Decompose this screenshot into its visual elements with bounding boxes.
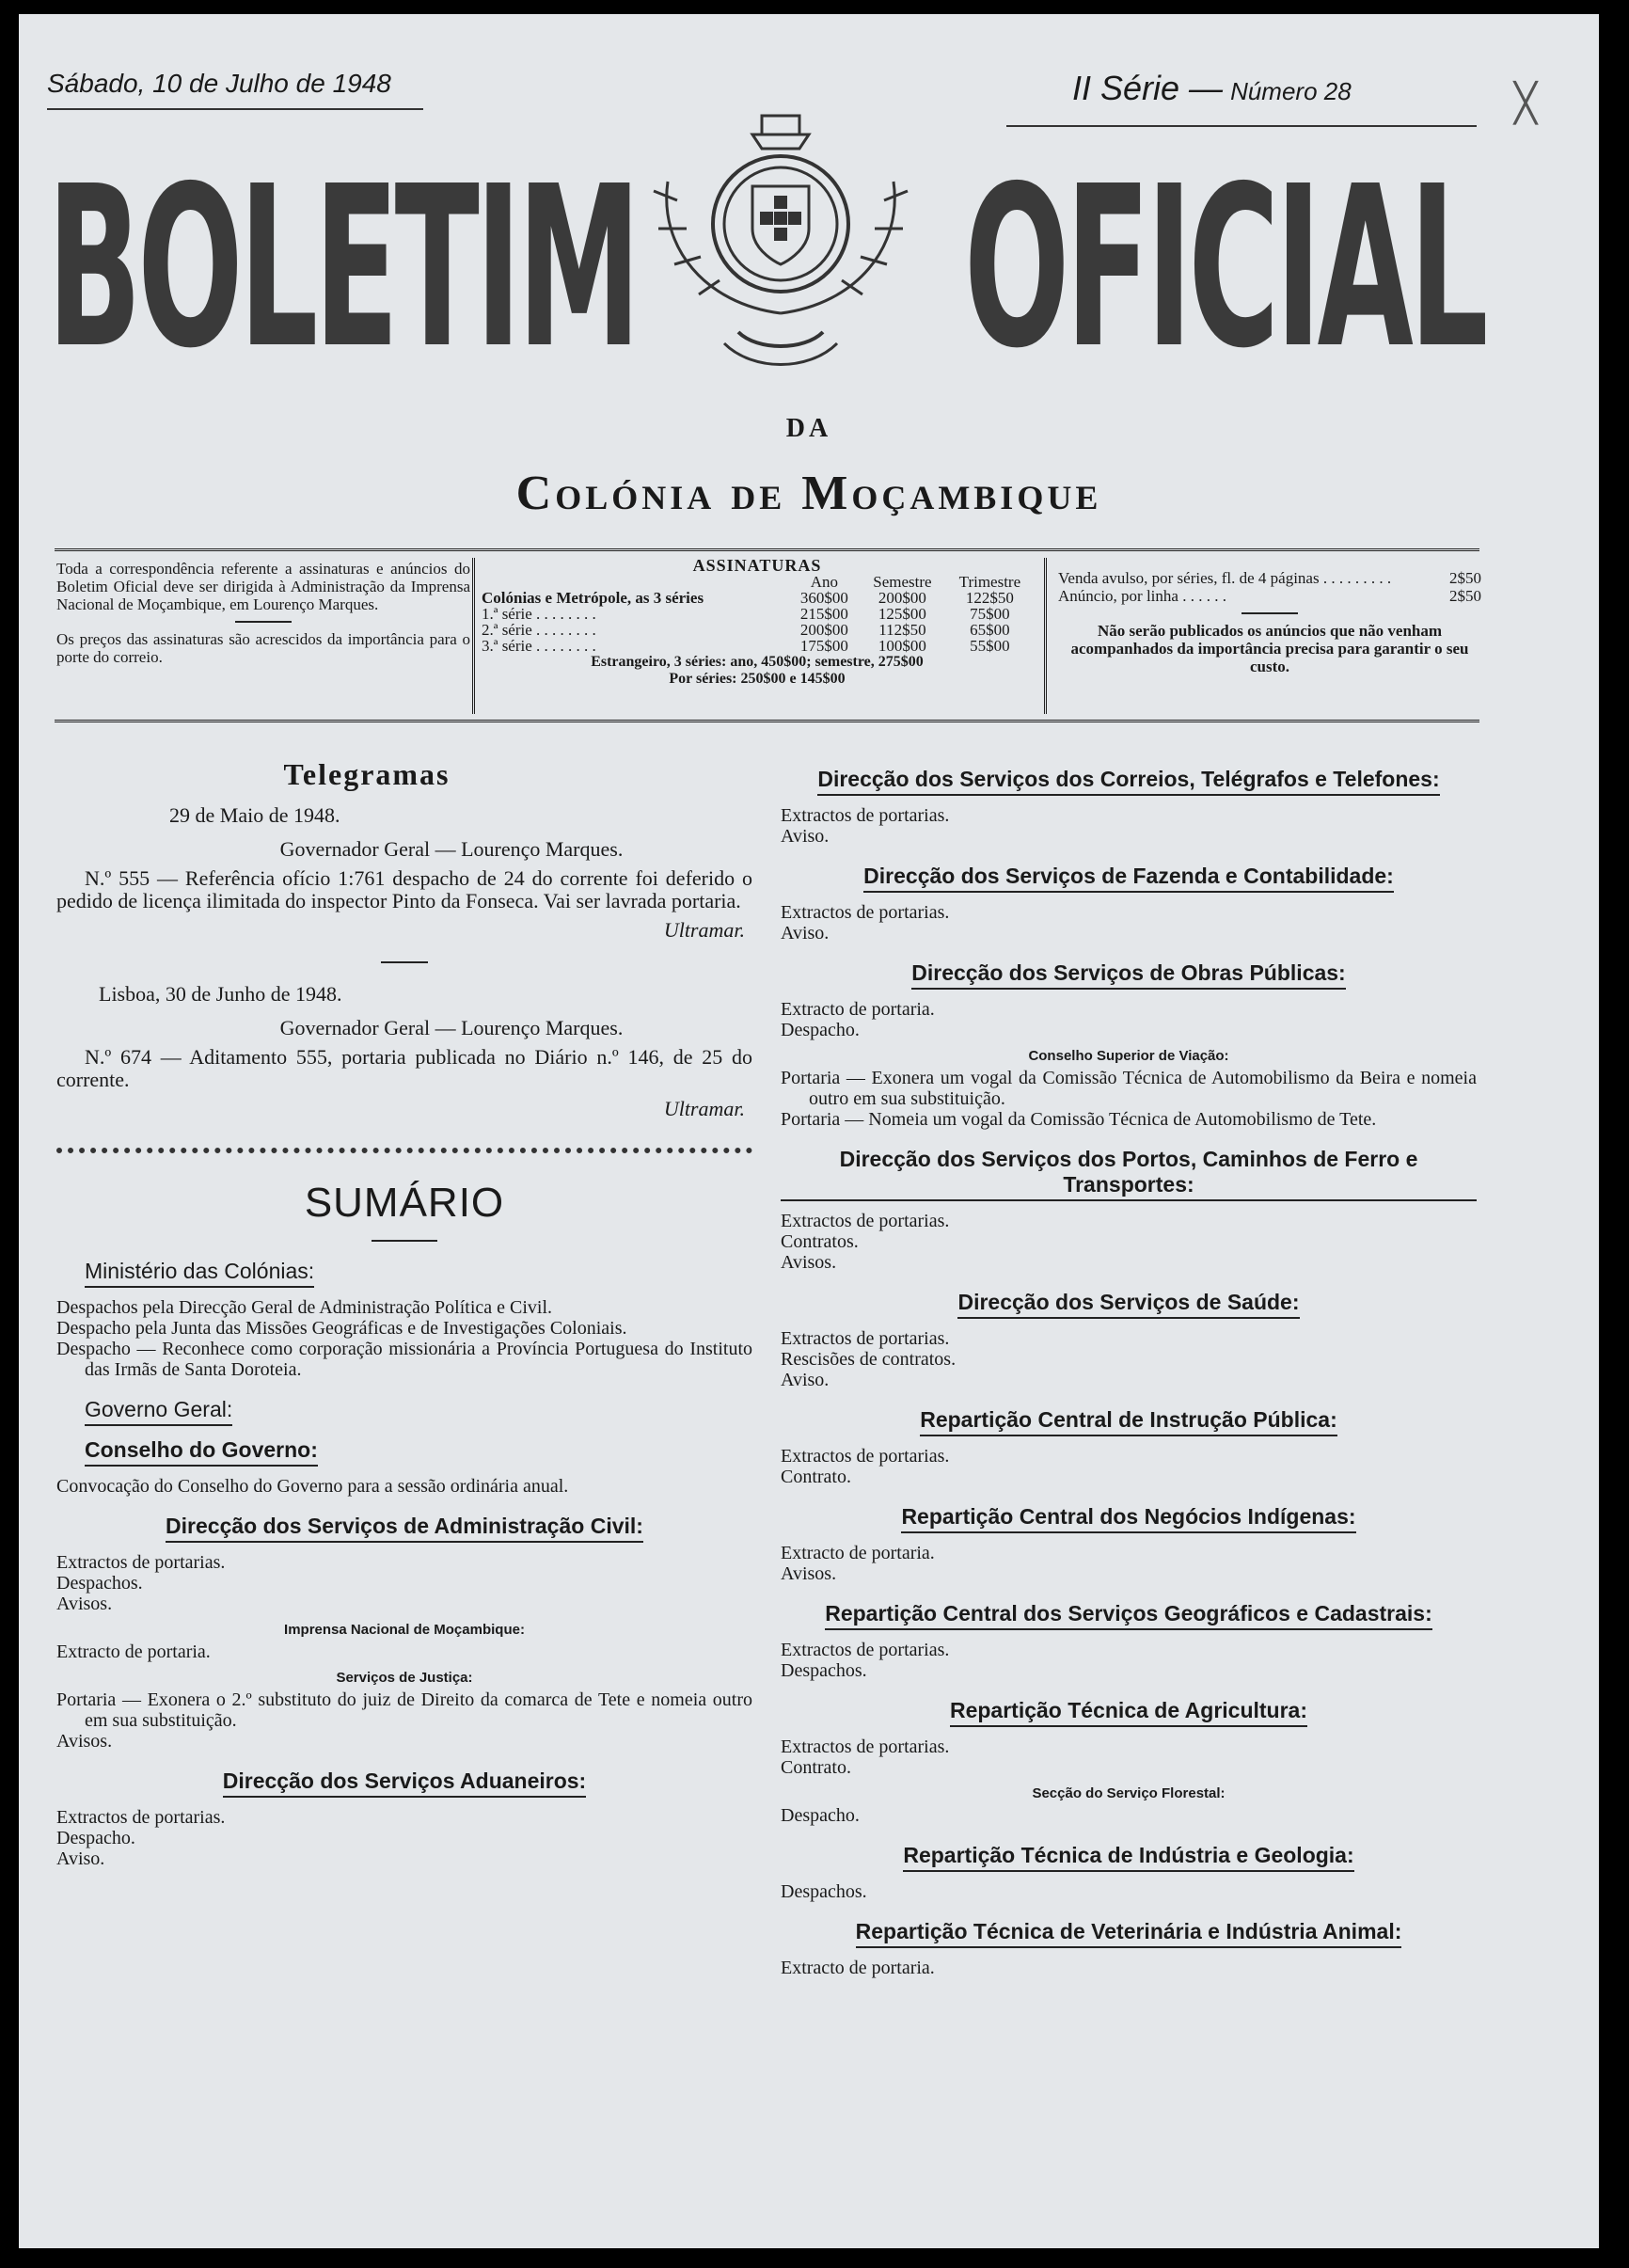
section-heading: Repartição Técnica de Agricultura: (950, 1698, 1307, 1727)
issue-series (1072, 69, 1352, 108)
telegram-recipient: Governador Geral — Lourenço Marques. (279, 1016, 624, 1039)
header-rule-left (47, 108, 423, 110)
table-header-cell: Trimestre (958, 573, 1021, 591)
table-header-cell: Semestre (873, 573, 932, 591)
section-heading: Direcção dos Serviços de Obras Públicas: (911, 960, 1345, 990)
table-cell: 3.ª série . . . . . . . . (482, 637, 596, 655)
telegram (56, 982, 752, 1121)
list-item: Contrato. (781, 1467, 851, 1487)
telegram-text: N.º 674 — Aditamento 555, portaria publicada no Diário n.º 146, de 25 do corrente. (56, 1045, 752, 1091)
list-item: Extractos de portarias. (781, 902, 950, 923)
subsection-heading: Secção do Serviço Florestal: (1032, 1785, 1226, 1801)
telegram-signature: Ultramar. (663, 918, 745, 942)
summary-title: SUMÁRIO (304, 1180, 505, 1226)
list-item: Contrato. (781, 1757, 851, 1778)
entry-list (56, 1807, 752, 1869)
entry-list (781, 1881, 1477, 1902)
list-item: Extracto de portaria. (781, 1958, 935, 1978)
section-heading: Direcção dos Serviços dos Portos, Caminhos de Ferro e Transportes: (781, 1147, 1477, 1201)
list-item: Extractos de portarias. (56, 1552, 226, 1573)
section-heading: Direcção dos Serviços Aduaneiros: (223, 1768, 586, 1798)
section-heading: Repartição Central de Instrução Pública: (920, 1407, 1337, 1436)
sales-info (1058, 569, 1481, 675)
list-item: Despacho. (781, 1020, 860, 1040)
table-cell: 2.ª série . . . . . . . . (482, 621, 596, 639)
ad-price: 2$50 (1449, 587, 1481, 605)
table-cell: 360$00 (799, 589, 848, 607)
single-sale-price: 2$50 (1449, 569, 1481, 587)
entry-list (56, 1552, 752, 1614)
issue-date: Sábado, 10 de Julho de 1948 (47, 69, 391, 98)
entry-list (781, 1543, 1477, 1584)
table-header-cell: Ano (810, 573, 838, 591)
subscription-prices (480, 574, 1035, 654)
serie-label: II Série — (1072, 69, 1224, 107)
table-row (480, 590, 1035, 606)
foreign-prices: Estrangeiro, 3 séries: ano, 450$00; semestre, 275$00 (591, 654, 924, 670)
telegrams-title: Telegramas (283, 757, 451, 791)
single-sale-row (1058, 569, 1481, 587)
table-cell: 75$00 (970, 605, 1010, 623)
list-item: Aviso. (781, 923, 830, 944)
single-sale-label: Venda avulso, por séries, fl. de 4 páginas . . . . . . . . . (1058, 569, 1392, 587)
list-item: Avisos. (56, 1731, 113, 1752)
table-cell: 215$00 (799, 605, 848, 623)
subscriptions-title: ASSINATURAS (692, 556, 822, 575)
section-heading: Governo Geral: (85, 1397, 232, 1426)
telegram-signature: Ultramar. (663, 1097, 745, 1120)
list-item: Portaria — Nomeia um vogal da Comissão Técnica de Automobilismo de Tete. (781, 1109, 1377, 1130)
table-row (480, 606, 1035, 622)
list-item: Despachos. (781, 1881, 867, 1902)
list-item: Extractos de portarias. (56, 1807, 226, 1828)
masthead-colonia: Colónia de Moçambique (515, 467, 1102, 520)
subsection-heading: Imprensa Nacional de Moçambique: (284, 1622, 525, 1638)
header-rule-right (1006, 125, 1477, 127)
list-item: Avisos. (56, 1594, 113, 1614)
table-cell: 200$00 (878, 589, 926, 607)
divider (381, 961, 428, 963)
info-box-divider (1044, 558, 1047, 714)
section-heading: Repartição Técnica de Veterinária e Indústria Animal: (856, 1919, 1402, 1948)
list-item: Despachos pela Direcção Geral de Administração Política e Civil. (56, 1297, 553, 1318)
list-item: Despachos. (781, 1660, 867, 1681)
section-heading: Direcção dos Serviços de Saúde: (957, 1290, 1299, 1319)
coat-of-arms-icon (621, 97, 941, 389)
postage-note: Os preços das assinaturas são acrescidos da importância para o porte do correio. (56, 630, 470, 666)
telegram-date: 29 de Maio de 1948. (169, 803, 340, 827)
table-header-cell (480, 574, 789, 590)
entry-list (781, 1328, 1477, 1390)
entry-list (781, 1211, 1477, 1273)
section-heading: Repartição Central dos Serviços Geográficos e Cadastrais: (825, 1601, 1432, 1630)
table-cell: 1.ª série . . . . . . . . (482, 605, 596, 623)
info-box-bottom-rule (55, 720, 1479, 722)
ad-price-row (1058, 587, 1481, 605)
table-cell: 65$00 (970, 621, 1010, 639)
entry-list (781, 1446, 1477, 1487)
per-series-prices: Por séries: 250$00 e 145$00 (669, 671, 846, 687)
issue-number: Número 28 (1230, 77, 1352, 105)
entry-list (781, 999, 1477, 1040)
masthead-right: OFICIAL (964, 138, 1485, 397)
divider (235, 621, 292, 623)
list-item: Aviso. (781, 1370, 830, 1390)
section-heading: Direcção dos Serviços de Fazenda e Contabilidade: (863, 864, 1394, 893)
table-cell: 200$00 (799, 621, 848, 639)
list-item: Extractos de portarias. (781, 1211, 950, 1231)
section-heading: Direcção dos Serviços dos Correios, Telégrafos e Telefones: (817, 767, 1439, 796)
entry-list (781, 902, 1477, 944)
newspaper-page (19, 14, 1599, 2248)
table-cell: 112$50 (878, 621, 926, 639)
table-cell: 122$50 (965, 589, 1014, 607)
list-item: Extracto de portaria. (781, 999, 935, 1020)
table-cell: 55$00 (970, 637, 1010, 655)
list-item: Avisos. (781, 1252, 837, 1273)
cross-mark-icon: ╳ (1514, 82, 1538, 125)
entry-list (56, 1297, 752, 1380)
table-header (480, 574, 1035, 590)
list-item: Despachos. (56, 1573, 143, 1594)
list-item: Rescisões de contratos. (781, 1349, 957, 1370)
telegram-date: Lisboa, 30 de Junho de 1948. (99, 982, 342, 1006)
info-box-top-rule (55, 548, 1479, 551)
correspondence-text: Toda a correspondência referente a assinaturas e anúncios do Boletim Oficial deve ser dirigida à Administração da Imprensa Nacional de Moçambique, em Lourenço Marques. (56, 560, 470, 613)
left-column (56, 757, 752, 1869)
list-item: Aviso. (781, 826, 830, 847)
dotted-separator (56, 1148, 752, 1153)
table-cell: 175$00 (799, 637, 848, 655)
telegram-recipient: Governador Geral — Lourenço Marques. (279, 837, 624, 861)
list-item: Convocação do Conselho do Governo para a sessão ordinária anual. (56, 1476, 569, 1497)
list-item: Avisos. (781, 1563, 837, 1584)
list-item: Extractos de portarias. (781, 1737, 950, 1757)
section-heading: Repartição Central dos Negócios Indígenas: (901, 1504, 1355, 1533)
right-column (781, 767, 1477, 1978)
masthead-left: BOLETIM (47, 138, 638, 397)
ads-note: Não serão publicados os anúncios que não venham acompanhados da importância precisa para garantir o seu custo. (1070, 622, 1469, 675)
telegram-text: N.º 555 — Referência ofício 1:761 despacho de 24 do corrente foi deferido o pedido de licença ilimitada do inspector Pinto da Fonseca. Vai ser lavrada portaria. (56, 866, 752, 912)
list-item: Despacho. (781, 1805, 860, 1826)
list-item: Extracto de portaria. (781, 1543, 935, 1563)
table-row (480, 622, 1035, 638)
entry-list (781, 1958, 1477, 1978)
list-item: Extractos de portarias. (781, 805, 950, 826)
divider (1242, 612, 1298, 614)
list-item: Extractos de portarias. (781, 1640, 950, 1660)
entry-list (781, 1640, 1477, 1681)
entry-list (781, 1737, 1477, 1778)
subsection-heading: Conselho Superior de Viação: (1028, 1048, 1229, 1064)
info-box-divider (472, 558, 475, 714)
table-row (480, 638, 1035, 654)
ad-price-label: Anúncio, por linha . . . . . . (1058, 587, 1226, 605)
table-cell: 125$00 (878, 605, 926, 623)
list-item: Despacho pela Junta das Missões Geográficas e de Investigações Coloniais. (56, 1318, 627, 1339)
subsection-heading: Serviços de Justiça: (336, 1670, 473, 1686)
entry-list (56, 1476, 752, 1497)
table-cell: Colónias e Metrópole, as 3 séries (482, 589, 704, 607)
list-item: Extractos de portarias. (781, 1446, 950, 1467)
entry-list (781, 805, 1477, 847)
section-heading: Conselho do Governo: (85, 1437, 318, 1467)
subscriptions-table (480, 558, 1035, 688)
list-item: Contratos. (781, 1231, 859, 1252)
list-item: Portaria — Exonera um vogal da Comissão Técnica de Automobilismo da Beira e nomeia outro em sua substituição. (781, 1068, 1477, 1109)
list-item: Extractos de portarias. (781, 1328, 950, 1349)
section-heading: Ministério das Colónias: (85, 1259, 314, 1288)
list-item: Extracto de portaria. (56, 1642, 211, 1662)
list-item: Despacho — Reconhece como corporação missionária a Província Portuguesa do Instituto das Irmãs de Santa Doroteia. (56, 1339, 752, 1380)
section-heading: Repartição Técnica de Indústria e Geologia: (903, 1843, 1353, 1872)
list-item: Aviso. (56, 1848, 105, 1869)
list-item: Despacho. (56, 1828, 135, 1848)
masthead-da: DA (785, 414, 832, 443)
list-item: Portaria — Exonera o 2.º substituto do juiz de Direito da comarca de Tete e nomeia outro em sua substituição. (56, 1689, 752, 1731)
telegram (56, 803, 752, 963)
section-heading: Direcção dos Serviços de Administração Civil: (166, 1514, 643, 1543)
correspondence-note (56, 560, 470, 666)
table-cell: 100$00 (878, 637, 926, 655)
